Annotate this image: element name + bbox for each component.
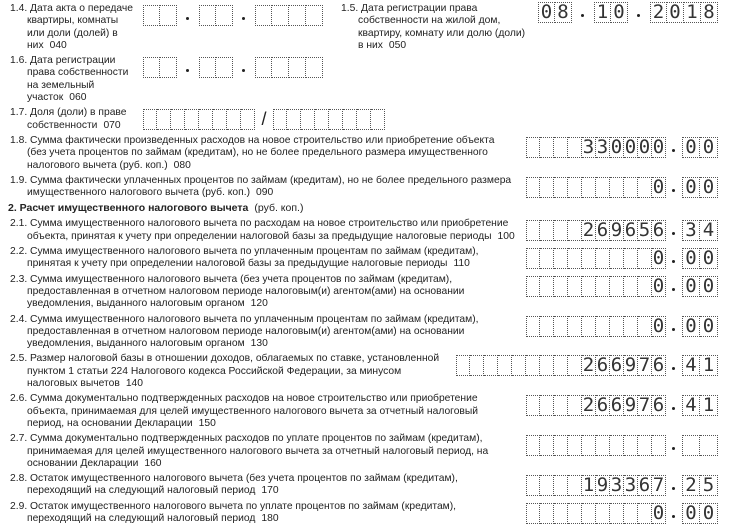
year-cell[interactable] — [289, 57, 306, 78]
rub-cell[interactable] — [568, 177, 582, 198]
kop-cell[interactable]: 5 — [700, 475, 718, 496]
section-2-title: 2. Расчет имущественного налогового вычета (руб. коп.) — [8, 202, 304, 215]
date-field-050[interactable] — [538, 2, 718, 23]
rub-cell[interactable] — [554, 220, 568, 241]
kop-cell[interactable]: 2 — [682, 475, 700, 496]
rub-cell[interactable]: 6 — [624, 219, 637, 242]
denominator-cell[interactable] — [315, 109, 329, 130]
kop-cell[interactable]: 0 — [682, 137, 700, 158]
numerator-cell[interactable] — [157, 109, 171, 130]
rub-cell[interactable] — [540, 276, 554, 297]
kop-cell[interactable]: 0 — [682, 503, 700, 524]
rub-cell[interactable]: 6 — [596, 219, 609, 242]
rub-cell[interactable] — [554, 177, 568, 198]
kop-cell[interactable]: 0 — [700, 248, 718, 269]
rub-cell[interactable] — [554, 475, 568, 496]
rub-cell[interactable] — [638, 276, 652, 297]
rub-cell[interactable]: 2 — [582, 354, 595, 377]
day-cell[interactable]: 0 — [538, 2, 555, 23]
rub-cell[interactable]: 6 — [638, 474, 651, 497]
rub-cell[interactable]: 6 — [610, 394, 623, 417]
rub-cell[interactable] — [596, 435, 610, 456]
decimal-separator — [666, 475, 682, 496]
rub-cell[interactable] — [652, 435, 666, 456]
decimal-separator — [666, 220, 682, 241]
rub-cell[interactable] — [554, 395, 568, 416]
rub-cell[interactable]: 3 — [596, 135, 609, 158]
rub-cell[interactable] — [568, 503, 582, 524]
share-separator: / — [261, 109, 267, 130]
decimal-separator — [666, 177, 682, 198]
amount-field-080[interactable] — [526, 137, 718, 158]
rub-cell[interactable]: 5 — [638, 219, 651, 242]
rub-cell[interactable]: 3 — [582, 135, 595, 158]
year-cell[interactable] — [306, 5, 323, 26]
month-cell[interactable] — [199, 5, 216, 26]
rub-cell[interactable]: 0 — [610, 135, 623, 158]
rub-cell[interactable] — [554, 355, 568, 376]
kop-cell[interactable]: 4 — [682, 395, 700, 416]
rub-cell[interactable] — [526, 435, 540, 456]
rub-cell[interactable] — [568, 395, 582, 416]
denominator-cell[interactable] — [329, 109, 343, 130]
amount-field-100[interactable] — [526, 220, 718, 241]
rub-cell[interactable] — [554, 137, 568, 158]
amount-field-160[interactable] — [526, 435, 718, 456]
numerator-cell[interactable] — [241, 109, 255, 130]
denominator-cell[interactable] — [357, 109, 371, 130]
rub-cell[interactable] — [554, 435, 568, 456]
label-060: 1.6. Дата регистрации права собственности на земельный участок 060 — [10, 55, 129, 104]
rub-cell[interactable] — [540, 435, 554, 456]
rub-cell[interactable] — [624, 248, 638, 269]
label-160: 2.7. Сумма документально подтвержденных расходов по уплате процентов по займам (кредитам), принимаемая для целей имущественного налогового вычета за отчетный налоговый период, на основании Декларации 160 — [10, 433, 489, 469]
label-120: 2.3. Сумма имущественного налогового вычета (без учета процентов по займам (кредитам), предоставленная в отчетном налоговом периоде налоговым(и) агентом(ами) на основании уведомления, выданного налоговым органом 120 — [10, 273, 465, 310]
rub-cell[interactable] — [498, 355, 512, 376]
rub-cell[interactable] — [526, 503, 540, 524]
day-cell[interactable] — [143, 5, 160, 26]
rub-cell[interactable] — [554, 248, 568, 269]
rub-cell[interactable] — [540, 220, 554, 241]
rub-cell[interactable] — [526, 355, 540, 376]
rub-cell[interactable] — [596, 316, 610, 337]
month-cell[interactable] — [216, 57, 233, 78]
rub-cell[interactable] — [568, 355, 582, 376]
kop-cell[interactable] — [700, 435, 718, 456]
decimal-separator — [666, 355, 682, 376]
date-separator — [572, 2, 594, 23]
row-050 — [341, 3, 718, 52]
year-cell[interactable]: 8 — [701, 2, 718, 23]
decimal-separator — [666, 248, 682, 269]
row-120 — [10, 274, 718, 311]
rub-cell[interactable] — [526, 177, 540, 198]
rub-cell[interactable]: 7 — [638, 354, 651, 377]
rub-cell[interactable]: 0 — [624, 135, 637, 158]
year-cell[interactable]: 1 — [684, 2, 701, 23]
label-110: 2.2. Сумма имущественного налогового вычета по уплаченным процентам по займам (кредитам), принятая к учету при определении налоговой базы за предыдущие налоговые периоды 110 — [10, 246, 479, 270]
decimal-separator — [666, 395, 682, 416]
rub-cell[interactable] — [540, 248, 554, 269]
year-cell[interactable] — [272, 5, 289, 26]
rub-cell[interactable] — [512, 355, 526, 376]
rub-cell[interactable]: 0 — [652, 135, 665, 158]
kop-cell[interactable]: 0 — [682, 276, 700, 297]
row-090 — [10, 175, 718, 200]
year-cell[interactable] — [306, 57, 323, 78]
rub-cell[interactable] — [484, 355, 498, 376]
row-140 — [10, 353, 718, 390]
kop-cell[interactable]: 0 — [700, 137, 718, 158]
kop-cell[interactable]: 0 — [682, 316, 700, 337]
month-cell[interactable]: 1 — [594, 2, 611, 23]
rub-cell[interactable] — [568, 475, 582, 496]
date-separator — [233, 57, 255, 78]
row-180 — [10, 501, 718, 526]
rub-cell[interactable] — [596, 276, 610, 297]
row-150 — [10, 393, 718, 430]
amount-field-150[interactable] — [526, 395, 718, 416]
row-080 — [10, 135, 718, 172]
rub-cell[interactable] — [624, 276, 638, 297]
rub-cell[interactable] — [554, 276, 568, 297]
kop-cell[interactable]: 0 — [682, 248, 700, 269]
amount-field-120[interactable] — [526, 276, 718, 297]
rub-cell[interactable] — [610, 177, 624, 198]
label-070: 1.7. Доля (доли) в праве собственности 070 — [10, 107, 127, 131]
decimal-separator — [666, 503, 682, 524]
month-cell[interactable] — [199, 57, 216, 78]
date-field-040[interactable] — [143, 5, 323, 26]
rub-cell[interactable]: 2 — [582, 219, 595, 242]
rub-cell[interactable] — [526, 276, 540, 297]
month-cell[interactable] — [216, 5, 233, 26]
rub-cell[interactable] — [526, 220, 540, 241]
kop-cell[interactable]: 1 — [700, 395, 718, 416]
label-080: 1.8. Сумма фактически произведенных расходов на новое строительство или приобретение объекта (без учета процентов по займам (кредитам), но не более предельного размера имущественного налогового вычета (руб. коп.) 080 — [10, 134, 495, 171]
rub-cell[interactable]: 2 — [582, 394, 595, 417]
denominator-cell[interactable] — [301, 109, 315, 130]
decimal-separator — [666, 276, 682, 297]
rub-cell[interactable] — [568, 248, 582, 269]
rub-cell[interactable]: 9 — [624, 354, 637, 377]
denominator-cell[interactable] — [287, 109, 301, 130]
date-separator — [177, 57, 199, 78]
rub-cell[interactable] — [610, 248, 624, 269]
amount-field-170[interactable] — [526, 475, 718, 496]
rub-cell[interactable] — [582, 177, 596, 198]
numerator-cell[interactable] — [213, 109, 227, 130]
row-160 — [10, 433, 718, 470]
rub-cell[interactable] — [638, 435, 652, 456]
numerator-cell[interactable] — [227, 109, 241, 130]
rub-cell[interactable] — [638, 316, 652, 337]
label-050: 1.5. Дата регистрации права собственности на жилой дом, квартиру, комнату или долю (доли) в них 050 — [341, 3, 526, 51]
rub-cell[interactable] — [568, 137, 582, 158]
amount-field-140[interactable] — [456, 355, 718, 376]
rub-cell[interactable] — [526, 316, 540, 337]
label-150: 2.6. Сумма документально подтвержденных расходов на новое строительство или приобретение объекта, принимаемая для целей имущественного налогового вычета за отчетный налоговый период, на основании Декларации 150 — [10, 393, 479, 429]
month-cell[interactable]: 0 — [611, 2, 628, 23]
amount-field-110[interactable] — [526, 248, 718, 269]
kop-cell[interactable]: 0 — [700, 316, 718, 337]
row-170 — [10, 473, 718, 498]
day-cell[interactable] — [143, 57, 160, 78]
rub-cell[interactable] — [596, 503, 610, 524]
decimal-separator — [666, 316, 682, 337]
rub-cell[interactable] — [540, 137, 554, 158]
rub-cell[interactable] — [568, 316, 582, 337]
rub-cell[interactable]: 6 — [596, 354, 609, 377]
label-040: 1.4. Дата акта о передаче квартиры, комнаты или доли (долей) в них 040 — [10, 3, 133, 51]
rub-cell[interactable] — [638, 177, 652, 198]
rub-cell[interactable] — [526, 248, 540, 269]
rub-cell[interactable] — [582, 435, 596, 456]
year-cell[interactable] — [272, 57, 289, 78]
rub-cell[interactable] — [582, 503, 596, 524]
rub-cell[interactable]: 6 — [596, 394, 609, 417]
rub-cell[interactable] — [582, 276, 596, 297]
rub-cell[interactable]: 0 — [652, 501, 665, 524]
decimal-separator — [666, 435, 682, 456]
rub-cell[interactable]: 6 — [652, 394, 665, 417]
rub-cell[interactable] — [540, 177, 554, 198]
date-separator — [233, 5, 255, 26]
rub-cell[interactable] — [526, 475, 540, 496]
rub-cell[interactable] — [568, 220, 582, 241]
row-110 — [10, 246, 718, 271]
date-separator — [177, 5, 199, 26]
decimal-separator — [666, 137, 682, 158]
rub-cell[interactable] — [610, 503, 624, 524]
rub-cell[interactable] — [540, 395, 554, 416]
rub-cell[interactable] — [554, 316, 568, 337]
rub-cell[interactable]: 0 — [652, 247, 665, 270]
day-cell[interactable] — [160, 5, 177, 26]
numerator-cell[interactable] — [143, 109, 157, 130]
numerator-cell[interactable] — [199, 109, 213, 130]
rub-cell[interactable] — [568, 435, 582, 456]
rub-cell[interactable]: 9 — [624, 394, 637, 417]
row-070 — [10, 107, 718, 132]
rub-cell[interactable] — [582, 316, 596, 337]
day-cell[interactable]: 8 — [555, 2, 572, 23]
kop-cell[interactable]: 4 — [682, 355, 700, 376]
rub-cell[interactable]: 7 — [638, 394, 651, 417]
amount-field-130[interactable] — [526, 316, 718, 337]
rub-cell[interactable]: 9 — [610, 219, 623, 242]
label-100: 2.1. Сумма имущественного налогового вычета по расходам на новое строительство или приобретение объекта, принятая к учету при определении налоговой базы за предыдущие налоговые периоды 100 — [10, 218, 515, 242]
rub-cell[interactable] — [540, 503, 554, 524]
rub-cell[interactable] — [456, 355, 470, 376]
rub-cell[interactable]: 0 — [652, 175, 665, 198]
rub-cell[interactable]: 0 — [652, 274, 665, 297]
numerator-cell[interactable] — [171, 109, 185, 130]
numerator-cell[interactable] — [185, 109, 199, 130]
rub-cell[interactable] — [470, 355, 484, 376]
rub-cell[interactable]: 6 — [610, 354, 623, 377]
label-180: 2.9. Остаток имущественного налогового вычета по уплате процентов по займам (кредитам), переходящий на следующий налоговый период 180 — [10, 500, 457, 524]
rub-cell[interactable]: 6 — [652, 354, 665, 377]
year-cell[interactable]: 0 — [667, 2, 684, 23]
kop-cell[interactable]: 3 — [682, 220, 700, 241]
year-cell[interactable] — [289, 5, 306, 26]
row-040 — [10, 3, 718, 52]
year-cell[interactable] — [255, 5, 272, 26]
rub-cell[interactable] — [554, 503, 568, 524]
rub-cell[interactable]: 9 — [596, 474, 609, 497]
rub-cell[interactable] — [624, 177, 638, 198]
rub-cell[interactable] — [610, 435, 624, 456]
date-separator — [628, 2, 650, 23]
rub-cell[interactable] — [540, 316, 554, 337]
row-130 — [10, 314, 718, 351]
amount-field-090[interactable] — [526, 177, 718, 198]
rub-cell[interactable] — [638, 248, 652, 269]
label-090: 1.9. Сумма фактически уплаченных процентов по займам (кредитам), но не более предельного размера имущественного налогового вычета (руб. коп.) 090 — [10, 174, 512, 199]
rub-cell[interactable]: 7 — [652, 474, 665, 497]
rub-cell[interactable]: 1 — [582, 474, 595, 497]
rub-cell[interactable]: 0 — [638, 135, 651, 158]
rub-cell[interactable] — [540, 355, 554, 376]
rub-cell[interactable] — [610, 316, 624, 337]
rub-cell[interactable] — [568, 276, 582, 297]
rub-cell[interactable] — [582, 248, 596, 269]
amount-field-180[interactable] — [526, 503, 718, 524]
day-cell[interactable] — [160, 57, 177, 78]
rub-cell[interactable] — [624, 435, 638, 456]
kop-cell[interactable]: 1 — [700, 355, 718, 376]
kop-cell[interactable]: 0 — [700, 503, 718, 524]
denominator-cell[interactable] — [371, 109, 385, 130]
label-170: 2.8. Остаток имущественного налогового вычета (без учета процентов по займам (кредитам), переходящий на следующий налоговый период 170 — [10, 473, 458, 497]
kop-cell[interactable] — [682, 435, 700, 456]
rub-cell[interactable]: 3 — [610, 474, 623, 497]
label-140: 2.5. Размер налоговой базы в отношении доходов, облагаемых по ставке, установленной пунктом 1 статьи 224 Налогового кодекса Российской Федерации, за минусом налоговых вычетов 140 — [10, 353, 440, 390]
row-060 — [10, 55, 718, 104]
rub-cell[interactable] — [596, 177, 610, 198]
kop-cell[interactable]: 0 — [682, 177, 700, 198]
date-field-060[interactable] — [143, 57, 323, 78]
rub-cell[interactable] — [638, 503, 652, 524]
row-100 — [10, 218, 718, 243]
kop-cell[interactable]: 0 — [700, 276, 718, 297]
rub-cell[interactable] — [624, 316, 638, 337]
rub-cell[interactable] — [526, 395, 540, 416]
kop-cell[interactable]: 0 — [700, 177, 718, 198]
year-cell[interactable] — [255, 57, 272, 78]
rub-cell[interactable] — [610, 276, 624, 297]
rub-cell[interactable] — [596, 248, 610, 269]
label-130: 2.4. Сумма имущественного налогового вычета по уплаченным процентам по займам (кредитам), предоставленная в отчетном налоговом периоде налоговым(и) агентом(ами) на основании уведомления, выданного налоговым органом 130 — [10, 313, 479, 350]
denominator-cell[interactable] — [273, 109, 287, 130]
rub-cell[interactable] — [540, 475, 554, 496]
year-cell[interactable]: 2 — [650, 2, 667, 23]
rub-cell[interactable]: 3 — [624, 474, 637, 497]
rub-cell[interactable]: 6 — [652, 219, 665, 242]
rub-cell[interactable] — [526, 137, 540, 158]
kop-cell[interactable]: 4 — [700, 220, 718, 241]
rub-cell[interactable] — [624, 503, 638, 524]
denominator-cell[interactable] — [343, 109, 357, 130]
rub-cell[interactable]: 0 — [652, 314, 665, 337]
share-field-070[interactable] — [143, 109, 385, 130]
